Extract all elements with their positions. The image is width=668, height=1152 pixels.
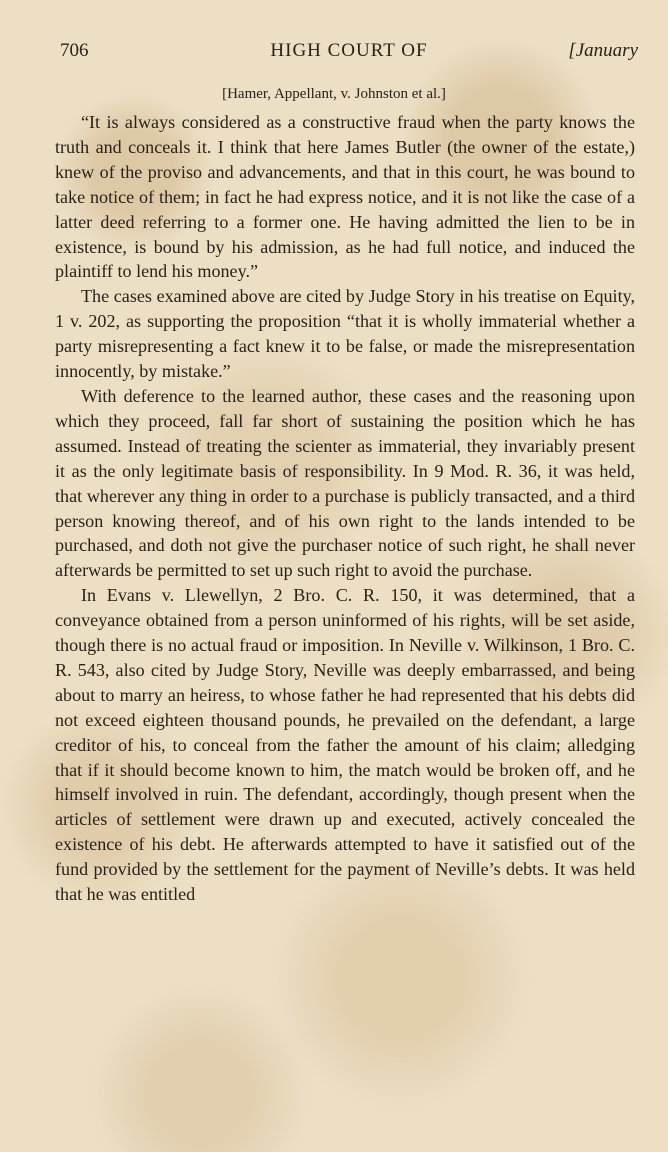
paragraph-2: The cases examined above are cited by Judge Story in his treatise on Equity, 1 v. 202, as supporting the proposition “that it is wholly immaterial whether a party misrepresenting a fact knew it to be false, or made the misrepresentation innocently, by mistake.”: [55, 286, 635, 382]
paragraph-4: In Evans v. Llewellyn, 2 Bro. C. R. 150, it was determined, that a conveyance obtained from a person uninformed of his rights, will be set aside, though there is no actual fraud or imposition. In Neville v. Wilkinson, 1 Bro. C. R. 543, also cited by Judge Story, Neville was deeply embarrassed, and being about to marry an heiress, to whose father he had represented that his debts did not exceed eighteen thousand pounds, he prevailed on the defendant, a large creditor of his, to conceal from the father the amount of his claim; alledging that if it should become known to him, the match would be broken off, and he himself involved in ruin. The defendant, accordingly, though present when the articles of settlement were drawn up and executed, actively concealed the existence of his debt. He afterwards attempted to have it satisfied out of the fund provided by the settlement for the payment of Neville’s debts. It was held that he was entitled: [55, 585, 635, 905]
running-month: [January: [568, 40, 638, 61]
page-number: 706: [60, 40, 89, 61]
body-text: [55, 110, 635, 907]
case-reference: [Hamer, Appellant, v. Johnston et al.]: [222, 86, 446, 102]
paragraph-3: With deference to the learned author, these cases and the reasoning upon which they proceed, fall far short of sustaining the position which he has assumed. Instead of treating the scienter as immaterial, they invariably present it as the only legitimate basis of responsibility. In 9 Mod. R. 36, it was held, that wherever any thing in order to a purchase is publicly transacted, and a third person knowing thereof, and of his own right to the lands intended to be purchased, and doth not give the purchaser notice of such right, he shall never afterwards be permitted to set up such right to avoid the purchase.: [55, 385, 635, 581]
running-header: [60, 40, 638, 68]
running-title: HIGH COURT OF: [270, 40, 428, 61]
paragraph-1: “It is always considered as a constructive fraud when the party knows the truth and conceals it. I think that here James Butler (the owner of the estate,) knew of the proviso and advancements, and that in this court, he was bound to take notice of them; in fact he had express notice, and it is not like the case of a latter deed referring to a former one. He having admitted the lien to be in existence, is bound by his admission, as he had full notice, and induced the plaintiff to lend his money.”: [55, 112, 635, 282]
